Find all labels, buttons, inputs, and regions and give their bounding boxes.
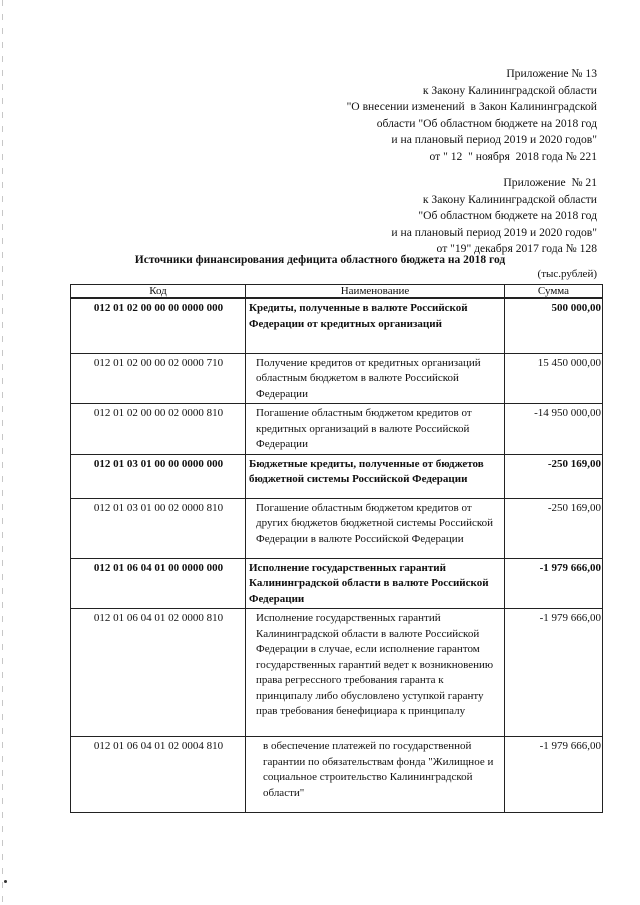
annex-line: Приложение № 13 bbox=[506, 67, 597, 80]
row-name: Погашение областным бюджетом кредитов от других бюджетов бюджетной системы Российской Федерации в валюте Российской Федерации bbox=[246, 498, 505, 558]
row-code: 012 01 02 00 00 00 0000 000 bbox=[71, 298, 246, 353]
table-row bbox=[71, 404, 603, 455]
scan-edge-line bbox=[2, 0, 3, 905]
document-title: Источники финансирования дефицита областного бюджета на 2018 год bbox=[134, 254, 506, 266]
row-name: Получение кредитов от кредитных организаций областным бюджетом в валюте Российской Федерации bbox=[246, 353, 505, 404]
table-row bbox=[71, 353, 603, 404]
annex-line: области "Об областном бюджете на 2018 год bbox=[376, 116, 597, 130]
row-sum: -250 169,00 bbox=[505, 454, 603, 498]
row-name: Бюджетные кредиты, полученные от бюджетов бюджетной системы Российской Федерации bbox=[246, 454, 505, 498]
row-code: 012 01 06 04 01 02 0004 810 bbox=[71, 737, 246, 813]
table-row bbox=[71, 558, 603, 609]
row-name: в обеспечение платежей по государственной гарантии по обязательствам фонда "Жилищное и социальное строительство Калининградской области" bbox=[246, 737, 505, 813]
row-sum: -1 979 666,00 bbox=[505, 558, 603, 609]
table-row bbox=[71, 298, 603, 353]
table-row bbox=[71, 454, 603, 498]
row-code: 012 01 03 01 00 02 0000 810 bbox=[71, 498, 246, 558]
annex-line: к Закону Калининградской области bbox=[422, 192, 597, 206]
table-row bbox=[71, 498, 603, 558]
row-code: 012 01 03 01 00 00 0000 000 bbox=[71, 454, 246, 498]
annex-line: "О внесении изменений в Закон Калининградской bbox=[346, 100, 597, 114]
row-name: Исполнение государственных гарантий Калининградской области в валюте Российской Федерации bbox=[246, 558, 505, 609]
annex-line: от "19" декабря 2017 года № 128 bbox=[436, 242, 597, 256]
row-sum: -1 979 666,00 bbox=[505, 609, 603, 737]
row-sum: -1 979 666,00 bbox=[505, 737, 603, 813]
row-sum: -14 950 000,00 bbox=[505, 404, 603, 455]
row-name: Исполнение государственных гарантий Калининградской области в валюте Российской Федерации в случае, если исполнение гарантом государственных гарантий ведет к возникновению права регрессного требования гаранта к принципалу либо обусловлено уступкой гаранту прав требования бенефициара к принципалу bbox=[246, 609, 505, 737]
annex-line: и на плановый период 2019 и 2020 годов" bbox=[391, 133, 597, 147]
header-sum: Сумма bbox=[505, 285, 603, 299]
table-header-row bbox=[71, 285, 603, 299]
row-sum: 500 000,00 bbox=[505, 298, 603, 353]
scan-dot bbox=[4, 880, 7, 883]
annex-13-header bbox=[347, 66, 597, 166]
row-code: 012 01 06 04 01 00 0000 000 bbox=[71, 558, 246, 609]
annex-line: от " 12 " ноября 2018 года № 221 bbox=[429, 149, 597, 163]
row-sum: 15 450 000,00 bbox=[505, 353, 603, 404]
financing-sources-table bbox=[70, 284, 603, 813]
units-label: (тыс.рублей) bbox=[537, 268, 597, 280]
annex-21-header bbox=[391, 175, 597, 258]
annex-line: "Об областном бюджете на 2018 год bbox=[418, 209, 597, 223]
header-name: Наименование bbox=[246, 285, 505, 299]
table-row bbox=[71, 609, 603, 737]
table-row bbox=[71, 737, 603, 813]
row-name: Кредиты, полученные в валюте Российской Федерации от кредитных организаций bbox=[246, 298, 505, 353]
annex-line: к Закону Калининградской области bbox=[422, 83, 597, 97]
row-code: 012 01 02 00 00 02 0000 710 bbox=[71, 353, 246, 404]
annex-line: Приложение № 21 bbox=[503, 176, 597, 189]
header-code: Код bbox=[71, 285, 246, 299]
row-name: Погашение областным бюджетом кредитов от кредитных организаций в валюте Российской Федерации bbox=[246, 404, 505, 455]
row-sum: -250 169,00 bbox=[505, 498, 603, 558]
annex-line: и на плановый период 2019 и 2020 годов" bbox=[391, 225, 597, 239]
row-code: 012 01 06 04 01 02 0000 810 bbox=[71, 609, 246, 737]
row-code: 012 01 02 00 00 02 0000 810 bbox=[71, 404, 246, 455]
